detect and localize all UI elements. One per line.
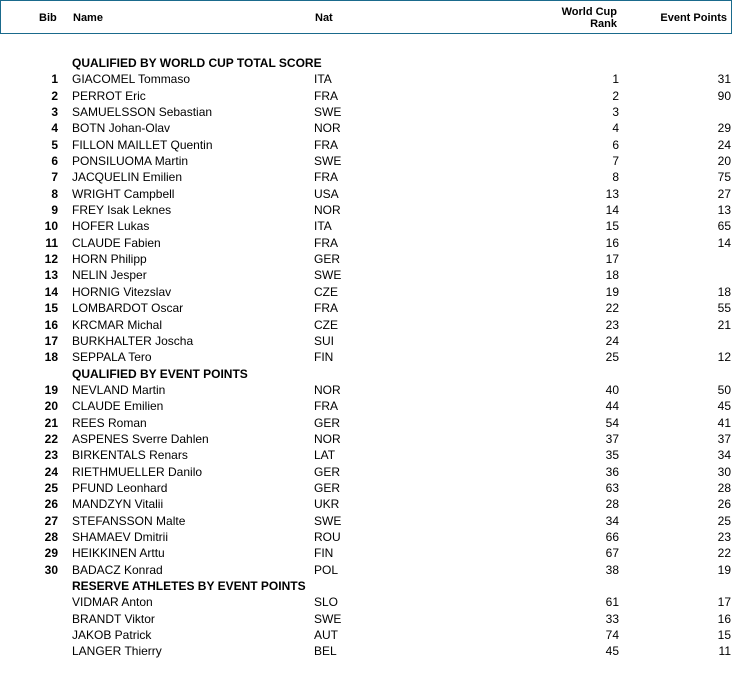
athlete-name: CLAUDE Fabien (72, 235, 161, 250)
bib-cell: 28 (44, 529, 58, 544)
nation-code: GER (314, 464, 341, 479)
athlete-name: STEFANSSON Malte (72, 513, 186, 528)
event-points: 19 (717, 562, 731, 577)
nation-code: USA (314, 186, 339, 201)
table-row (0, 431, 734, 447)
bib-cell: 10 (44, 219, 58, 234)
table-row (0, 202, 734, 218)
table-row (0, 447, 734, 463)
bib-cell: 24 (44, 464, 58, 479)
world-cup-rank: 40 (605, 382, 619, 397)
table-row (0, 464, 734, 480)
world-cup-rank: 25 (605, 350, 619, 365)
world-cup-rank: 22 (605, 301, 619, 316)
athlete-name: JAKOB Patrick (72, 628, 152, 643)
nation-code: SWE (314, 513, 342, 528)
athlete-name: RIETHMUELLER Danilo (72, 464, 203, 479)
world-cup-rank: 4 (612, 121, 619, 136)
world-cup-rank: 1 (612, 72, 619, 87)
nation-code: ROU (314, 529, 341, 544)
event-points: 12 (717, 350, 731, 365)
column-header-bib: Bib (39, 12, 57, 24)
table-row (0, 267, 734, 283)
athlete-name: BURKHALTER Joscha (72, 333, 194, 348)
nation-code: FRA (314, 235, 338, 250)
world-cup-rank: 7 (612, 154, 619, 169)
table-row (0, 349, 734, 365)
event-points: 18 (717, 284, 731, 299)
world-cup-rank: 18 (605, 268, 619, 283)
world-cup-rank: 63 (605, 480, 619, 495)
event-points: 75 (717, 170, 731, 185)
table-row (0, 382, 734, 398)
world-cup-rank: 24 (605, 333, 619, 348)
nation-code: ITA (314, 72, 332, 87)
world-cup-rank: 16 (605, 235, 619, 250)
column-header-name: Name (73, 12, 103, 24)
athlete-name: PFUND Leonhard (72, 480, 168, 495)
bib-cell: 13 (44, 268, 58, 283)
world-cup-rank: 13 (605, 186, 619, 201)
event-points: 24 (717, 137, 731, 152)
nation-code: FIN (314, 350, 334, 365)
world-cup-rank: 3 (612, 105, 619, 120)
bib-cell: 26 (44, 497, 58, 512)
athlete-name: BIRKENTALS Renars (72, 448, 188, 463)
table-row (0, 513, 734, 529)
bib-cell: 20 (44, 399, 58, 414)
event-points: 45 (717, 399, 731, 414)
athlete-name: JACQUELIN Emilien (72, 170, 183, 185)
nation-code: FRA (314, 88, 338, 103)
event-points: 37 (717, 431, 731, 446)
world-cup-rank: 54 (605, 415, 619, 430)
bib-cell: 1 (51, 72, 58, 87)
world-cup-rank: 15 (605, 219, 619, 234)
bib-cell: 16 (44, 317, 58, 332)
world-cup-rank: 38 (605, 562, 619, 577)
section-title: QUALIFIED BY WORLD CUP TOTAL SCORE (72, 56, 322, 70)
nation-code: CZE (314, 284, 338, 299)
athlete-name: PERROT Eric (72, 88, 146, 103)
table-row (0, 137, 734, 153)
world-cup-rank: 45 (605, 644, 619, 659)
table-row (0, 415, 734, 431)
world-cup-rank: 74 (605, 628, 619, 643)
athlete-name: VIDMAR Anton (72, 595, 153, 610)
section-header (0, 578, 734, 594)
athlete-name: KRCMAR Michal (72, 317, 163, 332)
athlete-name: NELIN Jesper (72, 268, 147, 283)
nation-code: SWE (314, 611, 342, 626)
nation-code: GER (314, 480, 341, 495)
table-row (0, 594, 734, 610)
event-points: 25 (717, 513, 731, 528)
bib-cell: 15 (44, 301, 58, 316)
bib-cell: 12 (44, 252, 58, 267)
world-cup-rank: 36 (605, 464, 619, 479)
bib-cell: 14 (44, 284, 58, 299)
athlete-name: SHAMAEV Dmitrii (72, 529, 169, 544)
athlete-name: NEVLAND Martin (72, 382, 166, 397)
world-cup-rank: 33 (605, 611, 619, 626)
athlete-name: HOFER Lukas (72, 219, 150, 234)
nation-code: SLO (314, 595, 339, 610)
table-row (0, 153, 734, 169)
world-cup-rank: 44 (605, 399, 619, 414)
event-points: 23 (717, 529, 731, 544)
bib-cell: 30 (44, 562, 58, 577)
table-row (0, 480, 734, 496)
athlete-name: LOMBARDOT Oscar (72, 301, 184, 316)
nation-code: FIN (314, 546, 334, 561)
event-points: 22 (717, 546, 731, 561)
table-row (0, 186, 734, 202)
bib-cell: 9 (51, 203, 58, 218)
nation-code: FRA (314, 137, 338, 152)
column-header-rank-line1: World Cup (561, 6, 617, 18)
column-header-nat: Nat (315, 12, 333, 24)
section-title: QUALIFIED BY EVENT POINTS (72, 366, 248, 381)
athlete-name: BADACZ Konrad (72, 562, 163, 577)
column-header-rank-line2: Rank (590, 18, 617, 30)
world-cup-rank: 6 (612, 137, 619, 152)
bib-cell: 7 (51, 170, 58, 185)
event-points: 20 (717, 154, 731, 169)
nation-code: FRA (314, 301, 338, 316)
table-row (0, 120, 734, 136)
event-points: 65 (717, 219, 731, 234)
bib-cell: 22 (44, 431, 58, 446)
nation-code: NOR (314, 431, 341, 446)
event-points: 14 (717, 235, 731, 250)
table-row (0, 643, 734, 659)
bib-cell: 25 (44, 480, 58, 495)
world-cup-rank: 23 (605, 317, 619, 332)
athlete-name: LANGER Thierry (72, 644, 162, 659)
section-header (0, 55, 734, 71)
table-row (0, 627, 734, 643)
athlete-name: FILLON MAILLET Quentin (72, 137, 213, 152)
nation-code: GER (314, 252, 341, 267)
bib-cell: 5 (51, 137, 58, 152)
nation-code: SWE (314, 268, 342, 283)
table-row (0, 71, 734, 87)
nation-code: ITA (314, 219, 332, 234)
nation-code: BEL (314, 644, 337, 659)
event-points: 16 (717, 611, 731, 626)
event-points: 34 (717, 448, 731, 463)
bib-cell: 21 (44, 415, 58, 430)
athlete-name: ASPENES Sverre Dahlen (72, 431, 209, 446)
nation-code: AUT (314, 628, 338, 643)
world-cup-rank: 34 (605, 513, 619, 528)
nation-code: GER (314, 415, 341, 430)
table-row (0, 398, 734, 414)
world-cup-rank: 61 (605, 595, 619, 610)
table-row (0, 529, 734, 545)
nation-code: SWE (314, 154, 342, 169)
column-header-event-points: Event Points (660, 12, 727, 24)
event-points: 27 (717, 186, 731, 201)
table-row (0, 251, 734, 267)
nation-code: NOR (314, 203, 341, 218)
table-row (0, 218, 734, 234)
nation-code: NOR (314, 121, 341, 136)
world-cup-rank: 35 (605, 448, 619, 463)
bib-cell: 2 (51, 88, 58, 103)
event-points: 41 (717, 415, 731, 430)
athlete-name: FREY Isak Leknes (72, 203, 172, 218)
athlete-name: HORNIG Vitezslav (72, 284, 172, 299)
athlete-name: MANDZYN Vitalii (72, 497, 164, 512)
athlete-name: PONSILUOMA Martin (72, 154, 189, 169)
world-cup-rank: 17 (605, 252, 619, 267)
bib-cell: 19 (44, 382, 58, 397)
event-points: 29 (717, 121, 731, 136)
nation-code: SUI (314, 333, 335, 348)
nation-code: LAT (314, 448, 336, 463)
nation-code: UKR (314, 497, 340, 512)
nation-code: POL (314, 562, 339, 577)
bib-cell: 11 (45, 235, 58, 250)
bib-cell: 8 (51, 186, 58, 201)
athlete-name: SEPPALA Tero (72, 350, 152, 365)
event-points: 26 (717, 497, 731, 512)
bib-cell: 23 (44, 448, 58, 463)
world-cup-rank: 67 (605, 546, 619, 561)
bib-cell: 3 (51, 105, 58, 120)
event-points: 31 (717, 72, 731, 87)
table-row (0, 88, 734, 104)
table-row (0, 333, 734, 349)
event-points: 11 (718, 644, 731, 659)
world-cup-rank: 8 (612, 170, 619, 185)
table-row (0, 235, 734, 251)
nation-code: FRA (314, 399, 338, 414)
table-row (0, 545, 734, 561)
event-points: 50 (717, 382, 731, 397)
world-cup-rank: 28 (605, 497, 619, 512)
bib-cell: 18 (44, 350, 58, 365)
event-points: 90 (717, 88, 731, 103)
bib-cell: 4 (51, 121, 58, 136)
section-header (0, 366, 734, 382)
world-cup-rank: 14 (605, 203, 619, 218)
table-row (0, 562, 734, 578)
table-row (0, 300, 734, 316)
event-points: 55 (717, 301, 731, 316)
event-points: 13 (717, 203, 731, 218)
event-points: 30 (717, 464, 731, 479)
table-row (0, 104, 734, 120)
athlete-name: HEIKKINEN Arttu (72, 546, 165, 561)
athlete-name: SAMUELSSON Sebastian (72, 105, 213, 120)
athlete-name: HORN Philipp (72, 252, 147, 267)
bib-cell: 6 (51, 154, 58, 169)
world-cup-rank: 66 (605, 529, 619, 544)
table-row (0, 611, 734, 627)
column-header-world-cup-rank (537, 6, 617, 30)
world-cup-rank: 37 (605, 431, 619, 446)
table-row (0, 284, 734, 300)
nation-code: CZE (314, 317, 338, 332)
athlete-name: REES Roman (72, 415, 147, 430)
table-row (0, 169, 734, 185)
nation-code: NOR (314, 382, 341, 397)
event-points: 17 (717, 595, 731, 610)
event-points: 28 (717, 480, 731, 495)
results-table (0, 55, 734, 660)
bib-cell: 17 (44, 333, 58, 348)
table-row (0, 317, 734, 333)
event-points: 15 (717, 628, 731, 643)
table-row (0, 496, 734, 512)
bib-cell: 29 (44, 546, 58, 561)
bib-cell: 27 (44, 513, 58, 528)
world-cup-rank: 19 (605, 284, 619, 299)
world-cup-rank: 2 (612, 88, 619, 103)
athlete-name: BOTN Johan-Olav (72, 121, 171, 136)
nation-code: SWE (314, 105, 342, 120)
athlete-name: BRANDT Viktor (72, 611, 155, 626)
athlete-name: CLAUDE Emilien (72, 399, 164, 414)
table-header (0, 0, 732, 34)
event-points: 21 (717, 317, 731, 332)
athlete-name: WRIGHT Campbell (72, 186, 175, 201)
athlete-name: GIACOMEL Tommaso (72, 72, 191, 87)
nation-code: FRA (314, 170, 338, 185)
section-title: RESERVE ATHLETES BY EVENT POINTS (72, 579, 306, 593)
